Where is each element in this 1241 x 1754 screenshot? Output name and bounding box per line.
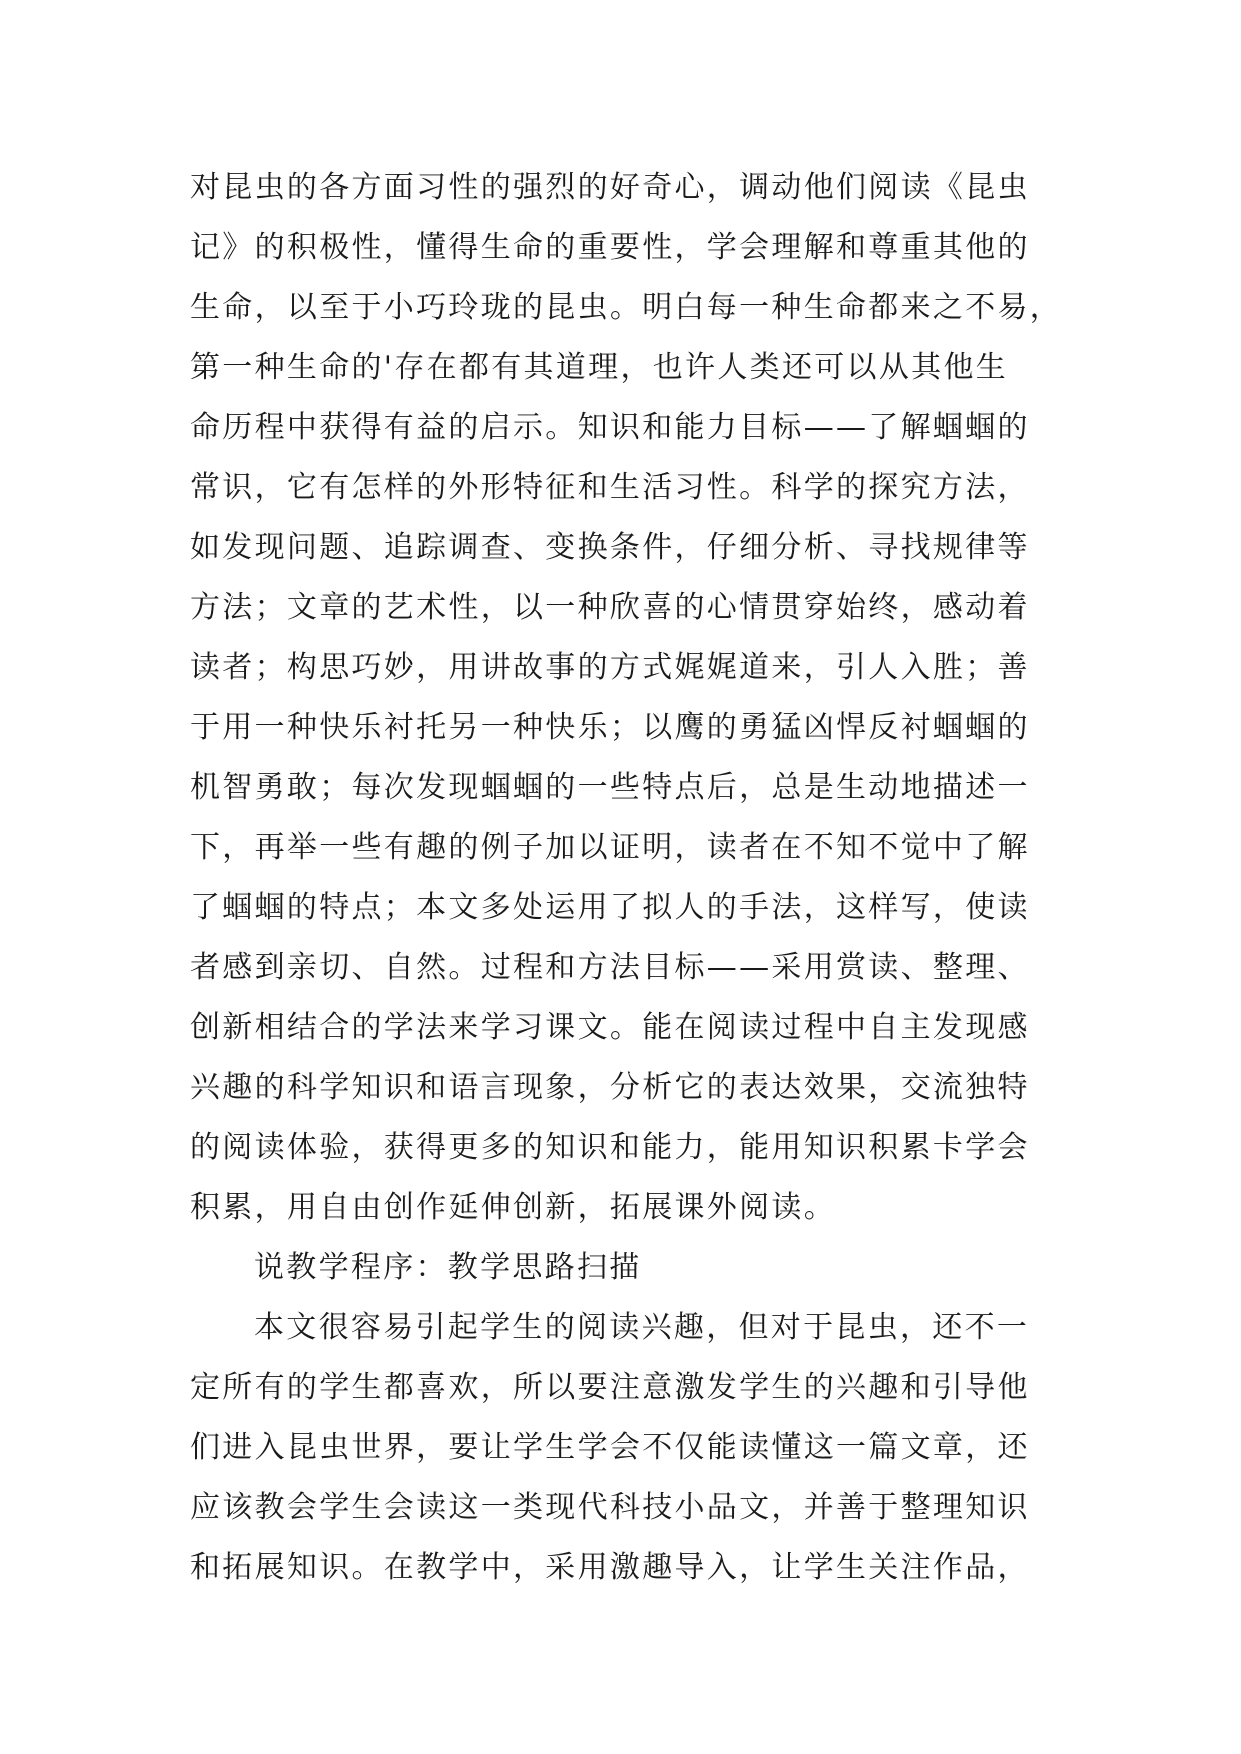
text-line: 了蝈蝈的特点；本文多处运用了拟人的手法，这样写，使读: [190, 890, 1030, 925]
body-text: [190, 158, 1070, 1598]
text-line: 机智勇敢；每次发现蝈蝈的一些特点后，总是生动地描述一: [190, 770, 1030, 805]
text-line: 如发现问题、追踪调查、变换条件，仔细分析、寻找规律等: [190, 530, 1030, 565]
text-line: 们进入昆虫世界，要让学生学会不仅能读懂这一篇文章，还: [190, 1430, 1030, 1465]
section-heading: 说教学程序：教学思路扫描: [254, 1250, 642, 1285]
text-line: 创新相结合的学法来学习课文。能在阅读过程中自主发现感: [190, 1010, 1030, 1045]
text-line: 的阅读体验，获得更多的知识和能力，能用知识积累卡学会: [190, 1130, 1030, 1165]
text-line: 兴趣的科学知识和语言现象，分析它的表达效果，交流独特: [190, 1070, 1030, 1105]
text-line: 读者；构思巧妙，用讲故事的方式娓娓道来，引人入胜；善: [190, 650, 1030, 685]
text-line: 第一种生命的'存在都有其道理，也许人类还可以从其他生: [190, 350, 1009, 385]
text-line: 定所有的学生都喜欢，所以要注意激发学生的兴趣和引导他: [190, 1370, 1030, 1405]
text-line: 积累，用自由创作延伸创新，拓展课外阅读。: [190, 1190, 836, 1225]
text-line: 生命，以至于小巧玲珑的昆虫。明白每一种生命都来之不易，: [190, 290, 1063, 325]
text-line: 常识，它有怎样的外形特征和生活习性。科学的探究方法，: [190, 470, 1030, 505]
text-line: 方法；文章的艺术性，以一种欣喜的心情贯穿始终，感动着: [190, 590, 1030, 625]
text-line: 于用一种快乐衬托另一种快乐；以鹰的勇猛凶悍反衬蝈蝈的: [190, 710, 1030, 745]
text-line: 本文很容易引起学生的阅读兴趣，但对于昆虫，还不一: [254, 1310, 1030, 1345]
text-line: 和拓展知识。在教学中，采用激趣导入，让学生关注作品，: [190, 1550, 1030, 1585]
text-line: 对昆虫的各方面习性的强烈的好奇心，调动他们阅读《昆虫: [190, 170, 1030, 205]
text-line: 命历程中获得有益的启示。知识和能力目标——了解蝈蝈的: [190, 410, 1030, 445]
text-line: 者感到亲切、自然。过程和方法目标——采用赏读、整理、: [190, 950, 1030, 985]
text-line: 记》的积极性，懂得生命的重要性，学会理解和尊重其他的: [190, 230, 1030, 265]
text-line: 下，再举一些有趣的例子加以证明，读者在不知不觉中了解: [190, 830, 1030, 865]
text-line: 应该教会学生会读这一类现代科技小品文，并善于整理知识: [190, 1490, 1030, 1525]
